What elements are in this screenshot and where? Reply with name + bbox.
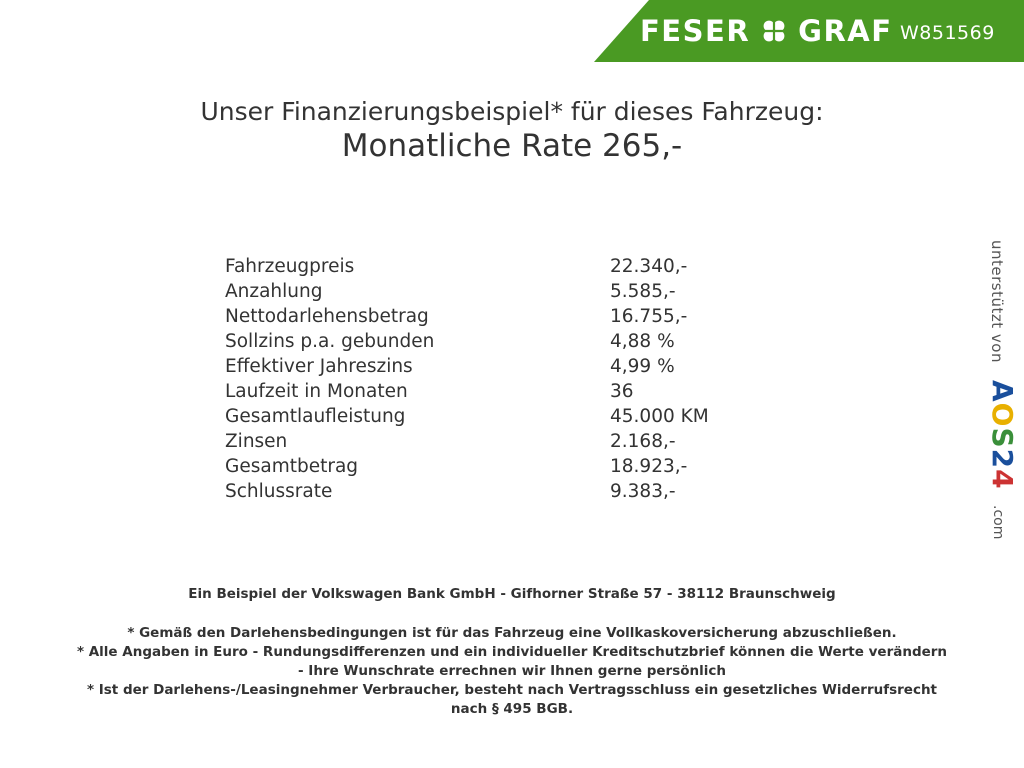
detail-label: Schlussrate	[225, 481, 333, 502]
brand-name-feser: FESER	[640, 14, 751, 48]
detail-value: 16.755,-	[610, 306, 688, 327]
page-title: Monatliche Rate 265,-	[341, 128, 683, 164]
table-row	[225, 356, 845, 381]
footnote-line: nach § 495 BGB.	[450, 701, 574, 717]
detail-value: 36	[610, 381, 634, 402]
footnote-line: * Gemäß den Darlehensbedingungen ist für das Fahrzeug eine Vollkaskoversicherung abzuschließen.	[127, 625, 897, 641]
brand-name-graf: GRAF	[798, 14, 893, 48]
detail-value: 5.585,-	[610, 281, 676, 302]
page-subtitle: Unser Finanzierungsbeispiel* für dieses Fahrzeug:	[200, 97, 824, 126]
brand-logo	[640, 14, 893, 48]
detail-label: Anzahlung	[225, 281, 323, 302]
aos24-letter-s: S	[986, 427, 1019, 449]
table-row	[225, 406, 845, 431]
table-row	[225, 481, 845, 506]
detail-label: Laufzeit in Monaten	[225, 381, 408, 402]
clover-icon	[761, 18, 787, 44]
detail-label: Gesamtbetrag	[225, 456, 359, 477]
supported-by-label: unterstützt von	[988, 240, 1006, 363]
detail-value: 45.000 KM	[610, 406, 709, 427]
footnote-line: - Ihre Wunschrate errechnen wir Ihnen gerne persönlich	[298, 663, 726, 679]
aos24-digit-4: 4	[986, 469, 1019, 490]
detail-value: 4,99 %	[610, 356, 675, 377]
detail-value: 9.383,-	[610, 481, 676, 502]
table-row	[225, 281, 845, 306]
footnote-line: * Ist der Darlehens-/Leasingnehmer Verbraucher, besteht nach Vertragsschluss ein gesetzliches Widerrufsrecht	[86, 682, 938, 698]
detail-label: Sollzins p.a. gebunden	[225, 331, 435, 352]
detail-label: Zinsen	[225, 431, 288, 452]
table-row	[225, 331, 845, 356]
aos24-digit-2: 2	[986, 448, 1019, 470]
bank-disclaimer: Ein Beispiel der Volkswagen Bank GmbH - Gifhorner Straße 57 - 38112 Braunschweig	[188, 586, 836, 602]
detail-label: Gesamtlaufleistung	[225, 406, 406, 427]
financing-details-table	[225, 256, 845, 506]
detail-value: 22.340,-	[610, 256, 688, 277]
stock-number: W851569	[900, 22, 995, 44]
table-row	[225, 431, 845, 456]
aos24-letter-o: O	[986, 402, 1019, 428]
table-row	[225, 456, 845, 481]
detail-label: Nettodarlehensbetrag	[225, 306, 429, 327]
detail-value: 4,88 %	[610, 331, 675, 352]
table-row	[225, 256, 845, 281]
footnote-line: * Alle Angaben in Euro - Rundungsdifferenzen und ein individueller Kreditschutzbrief können die Werte verändern	[76, 644, 948, 660]
detail-label: Effektiver Jahreszins	[225, 356, 413, 377]
detail-value: 2.168,-	[610, 431, 676, 452]
detail-label: Fahrzeugpreis	[225, 256, 355, 277]
page-header	[0, 0, 1024, 62]
sidebar-credits	[986, 240, 1020, 560]
table-row	[225, 381, 845, 406]
aos24-letter-a: A	[986, 380, 1019, 403]
aos24-domain-suffix: .com	[990, 505, 1006, 540]
footnotes	[0, 624, 1024, 719]
aos24-logo	[986, 380, 1019, 490]
detail-value: 18.923,-	[610, 456, 688, 477]
table-row	[225, 306, 845, 331]
